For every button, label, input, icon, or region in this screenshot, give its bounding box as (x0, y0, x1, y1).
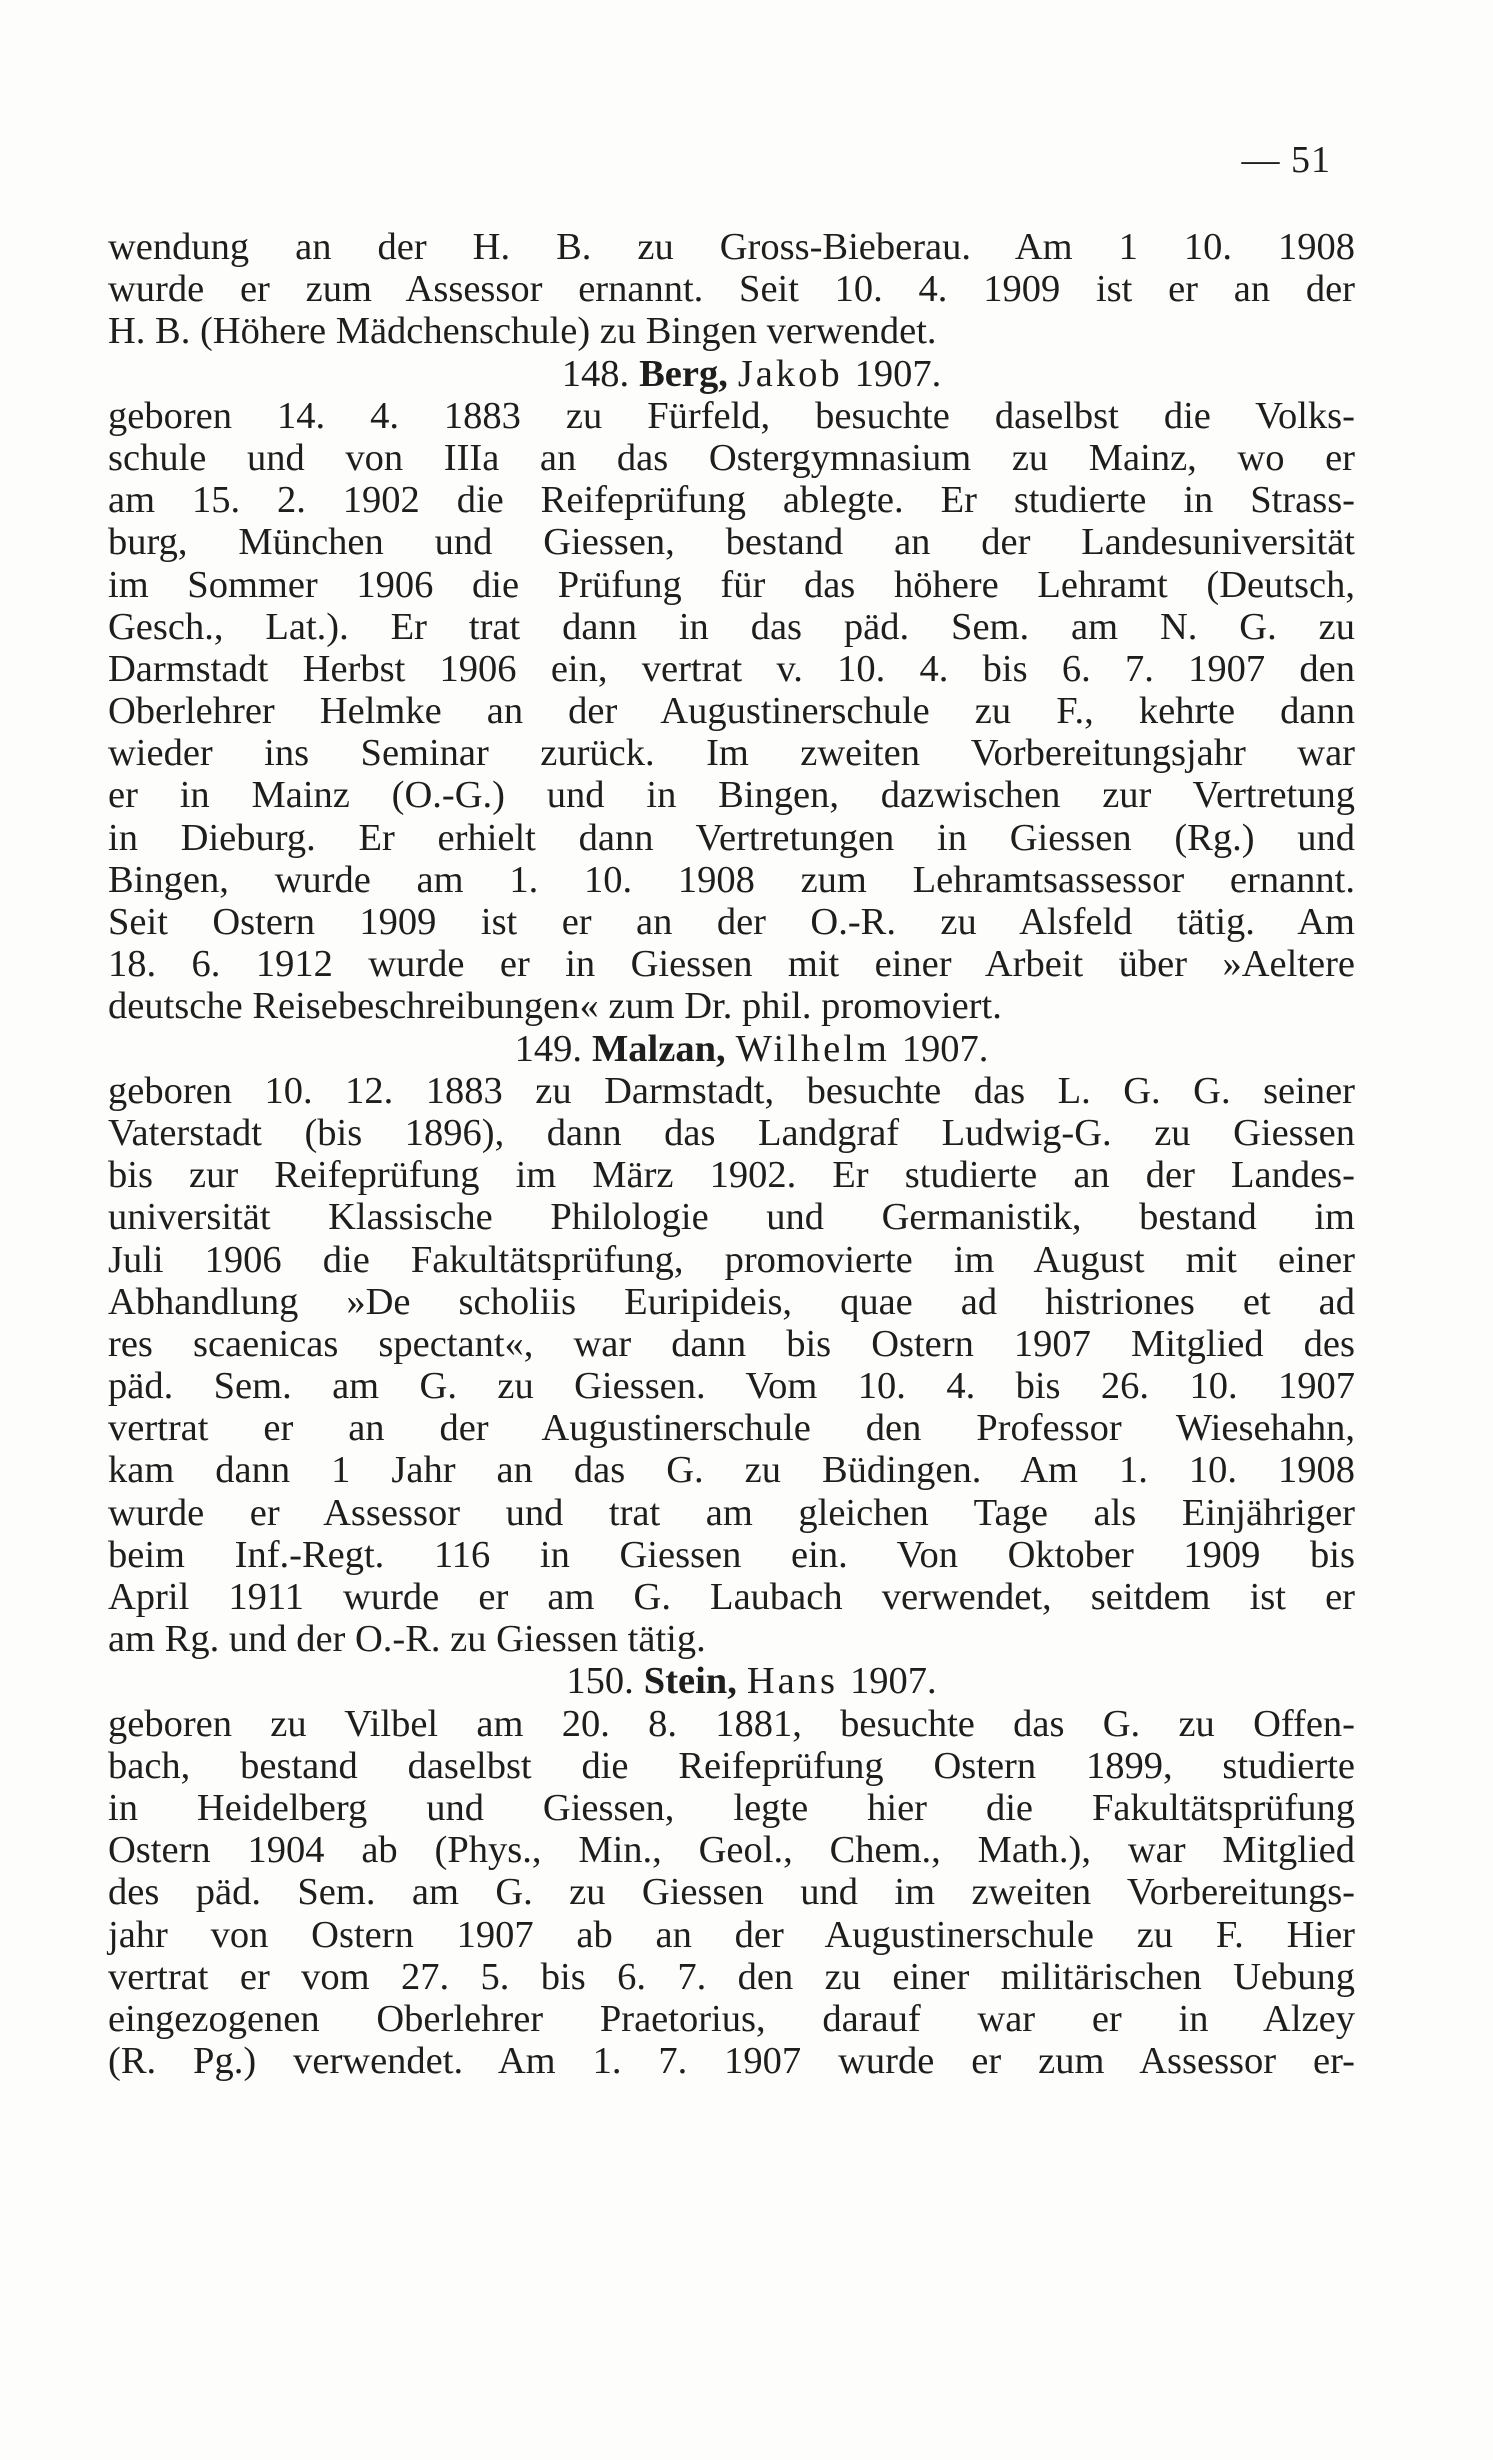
text-line: Oberlehrer Helmke an der Augustinerschule zu F., kehrte dann (108, 690, 1355, 733)
text-line: wendung an der H. B. zu Gross-Bieberau. Am 1 10. 1908 (108, 226, 1355, 268)
text-line: deutsche Reisebeschreibungen« zum Dr. phil. promoviert. (108, 985, 1002, 1028)
text-line: Vaterstadt (bis 1896), dann das Landgraf Ludwig-G. zu Giessen (108, 1111, 1355, 1154)
entry-149 (108, 1028, 1355, 1661)
entry-surname: Malzan, (591, 1027, 726, 1070)
entry-surname: Berg, (639, 352, 728, 395)
text-line: päd. Sem. am G. zu Giessen. Vom 10. 4. bis 26. 10. 1907 (108, 1365, 1355, 1408)
page-text (108, 226, 1355, 2082)
text-line: er in Mainz (O.-G.) und in Bingen, dazwischen zur Vertretung (108, 774, 1355, 817)
intro-paragraph (108, 226, 1355, 353)
entry-year: 1907. (854, 352, 942, 395)
text-line: wurde er zum Assessor ernannt. Seit 10. 4. 1909 ist er an der (108, 268, 1355, 311)
text-line: vertrat er vom 27. 5. bis 6. 7. den zu einer militärischen Uebung (108, 1955, 1355, 1998)
text-line: Bingen, wurde am 1. 10. 1908 zum Lehramtsassessor ernannt. (108, 858, 1355, 901)
entry-year: 1907. (901, 1027, 989, 1070)
text-line: burg, München und Giessen, bestand an der Landesuniversität (108, 521, 1355, 564)
text-line: wieder ins Seminar zurück. Im zweiten Vorbereitungsjahr war (108, 732, 1355, 775)
text-line: Gesch., Lat.). Er trat dann in das päd. Sem. am N. G. zu (108, 605, 1355, 648)
text-line: universität Klassische Philologie und Germanistik, bestand im (108, 1196, 1355, 1239)
text-line: des päd. Sem. am G. zu Giessen und im zweiten Vorbereitungs- (108, 1871, 1355, 1914)
entry-given-name: Wilhelm (735, 1027, 890, 1070)
text-line: am Rg. und der O.-R. zu Giessen tätig. (108, 1618, 706, 1661)
entry-heading (108, 1028, 1355, 1070)
entry-heading (108, 1660, 1355, 1702)
text-line: am 15. 2. 1902 die Reifeprüfung ablegte. Er studierte in Strass- (108, 479, 1355, 522)
text-line: vertrat er an der Augustinerschule den Professor Wiesehahn, (108, 1407, 1355, 1450)
text-line: (R. Pg.) verwendet. Am 1. 7. 1907 wurde er zum Assessor er- (108, 2040, 1355, 2083)
text-line: bis zur Reifeprüfung im März 1902. Er studierte an der Landes- (108, 1154, 1355, 1197)
text-line: in Heidelberg und Giessen, legte hier die Fakultätsprüfung (108, 1786, 1355, 1829)
entry-148 (108, 353, 1355, 1028)
entry-number: 149. (514, 1027, 582, 1070)
entry-number: 148. (561, 352, 630, 395)
text-line: Darmstadt Herbst 1906 ein, vertrat v. 10. 4. bis 6. 7. 1907 den (108, 647, 1355, 690)
page-number: — 51 (1241, 139, 1331, 181)
text-line: Abhandlung »De scholiis Euripideis, quae ad histriones et ad (108, 1280, 1355, 1323)
text-line: jahr von Ostern 1907 ab an der Augustinerschule zu F. Hier (108, 1913, 1355, 1956)
entry-150 (108, 1660, 1355, 2082)
text-line: eingezogenen Oberlehrer Praetorius, darauf war er in Alzey (108, 1997, 1355, 2040)
text-line: schule und von IIIa an das Ostergymnasium zu Mainz, wo er (108, 436, 1355, 479)
text-line: kam dann 1 Jahr an das G. zu Büdingen. Am 1. 10. 1908 (108, 1449, 1355, 1492)
entry-number: 150. (566, 1660, 634, 1703)
text-line: H. B. (Höhere Mädchenschule) zu Bingen verwendet. (108, 310, 937, 353)
text-line: geboren 10. 12. 1883 zu Darmstadt, besuchte das L. G. G. seiner (108, 1069, 1355, 1112)
text-line: geboren 14. 4. 1883 zu Fürfeld, besuchte daselbst die Volks- (108, 394, 1355, 437)
text-line: bach, bestand daselbst die Reifeprüfung Ostern 1899, studierte (108, 1744, 1355, 1787)
text-line: geboren zu Vilbel am 20. 8. 1881, besuchte das G. zu Offen- (108, 1702, 1355, 1745)
text-line: wurde er Assessor und trat am gleichen Tage als Einjähriger (108, 1491, 1355, 1534)
text-line: Juli 1906 die Fakultätsprüfung, promovierte im August mit einer (108, 1238, 1355, 1281)
entry-given-name: Jakob (737, 352, 843, 395)
text-line: res scaenicas spectant«, war dann bis Ostern 1907 Mitglied des (108, 1322, 1355, 1365)
text-line: in Dieburg. Er erhielt dann Vertretungen in Giessen (Rg.) und (108, 816, 1355, 859)
text-line: 18. 6. 1912 wurde er in Giessen mit einer Arbeit über »Aeltere (108, 943, 1355, 986)
text-line: April 1911 wurde er am G. Laubach verwendet, seitdem ist er (108, 1576, 1355, 1618)
text-line: im Sommer 1906 die Prüfung für das höhere Lehramt (Deutsch, (108, 563, 1355, 606)
entry-given-name: Hans (746, 1660, 838, 1703)
entry-heading (108, 353, 1355, 395)
text-line: Seit Ostern 1909 ist er an der O.-R. zu Alsfeld tätig. Am (108, 901, 1355, 943)
text-line: Ostern 1904 ab (Phys., Min., Geol., Chem., Math.), war Mitglied (108, 1829, 1355, 1872)
entry-surname: Stein, (643, 1660, 737, 1703)
entry-year: 1907. (849, 1660, 937, 1703)
text-line: beim Inf.-Regt. 116 in Giessen ein. Von Oktober 1909 bis (108, 1533, 1355, 1576)
